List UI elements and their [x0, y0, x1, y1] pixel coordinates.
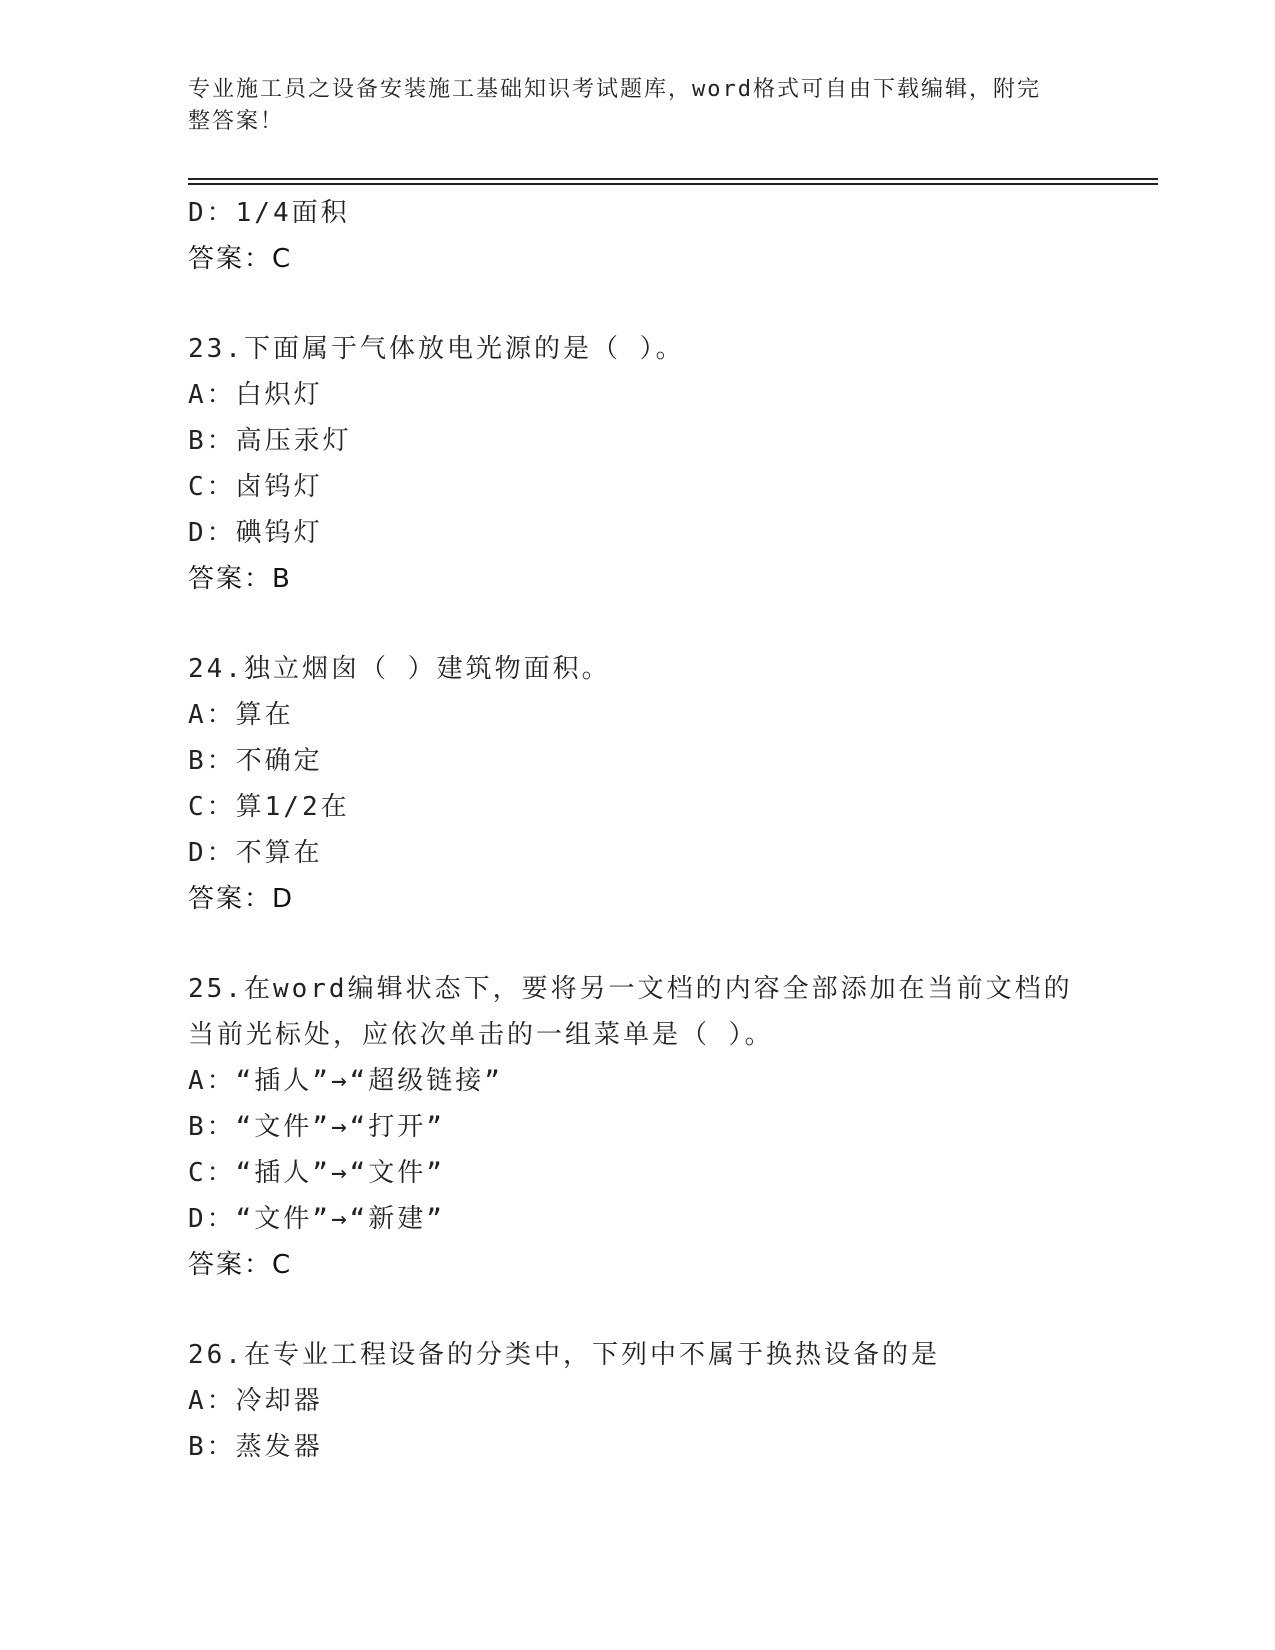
question-block-23	[188, 326, 1088, 602]
option-b: B：“文件”→“打开”	[188, 1112, 445, 1142]
option-a: A：白炽灯	[188, 380, 323, 410]
answer-line: 答案：B	[188, 564, 292, 594]
option-a: A：算在	[188, 700, 294, 730]
question-text-line-1: 25.在word编辑状态下，要将另一文档的内容全部添加在当前文档的	[188, 974, 1073, 1004]
question-text: 23.下面属于气体放电光源的是（ ）。	[188, 334, 685, 364]
document-header	[188, 74, 1088, 138]
question-list	[188, 190, 1088, 1470]
answer-line: 答案：C	[188, 244, 293, 274]
option-d: D：不算在	[188, 838, 323, 868]
option-c: C：“插人”→“文件”	[188, 1158, 445, 1188]
question-block-22-tail	[188, 190, 1088, 282]
question-block-24	[188, 646, 1088, 922]
question-text-line-2: 当前光标处，应依次单击的一组菜单是（ ）。	[188, 1020, 774, 1050]
header-line-2: 整答案！	[188, 109, 285, 134]
answer-line: 答案：C	[188, 1250, 293, 1280]
option-d: D：1/4面积	[188, 198, 350, 228]
option-b: B：蒸发器	[188, 1432, 323, 1462]
option-a: A：“插人”→“超级链接”	[188, 1066, 503, 1096]
option-b: B：高压汞灯	[188, 426, 352, 456]
question-block-25	[188, 966, 1088, 1288]
answer-line: 答案：D	[188, 884, 295, 914]
header-divider-top	[188, 178, 1158, 180]
spacer	[188, 282, 1088, 326]
header-line-1: 专业施工员之设备安装施工基础知识考试题库，word格式可自由下载编辑，附完	[188, 77, 1041, 102]
spacer	[188, 602, 1088, 646]
question-text: 24.独立烟囱（ ）建筑物面积。	[188, 654, 611, 684]
option-b: B：不确定	[188, 746, 323, 776]
option-c: C：算1/2在	[188, 792, 350, 822]
option-d: D：碘钨灯	[188, 518, 323, 548]
spacer	[188, 922, 1088, 966]
spacer	[188, 1288, 1088, 1332]
option-c: C：卤钨灯	[188, 472, 323, 502]
option-d: D：“文件”→“新建”	[188, 1204, 445, 1234]
option-a: A：冷却器	[188, 1386, 323, 1416]
question-text: 26.在专业工程设备的分类中，下列中不属于换热设备的是	[188, 1340, 940, 1370]
question-block-26	[188, 1332, 1088, 1470]
header-divider-bottom	[188, 183, 1158, 185]
